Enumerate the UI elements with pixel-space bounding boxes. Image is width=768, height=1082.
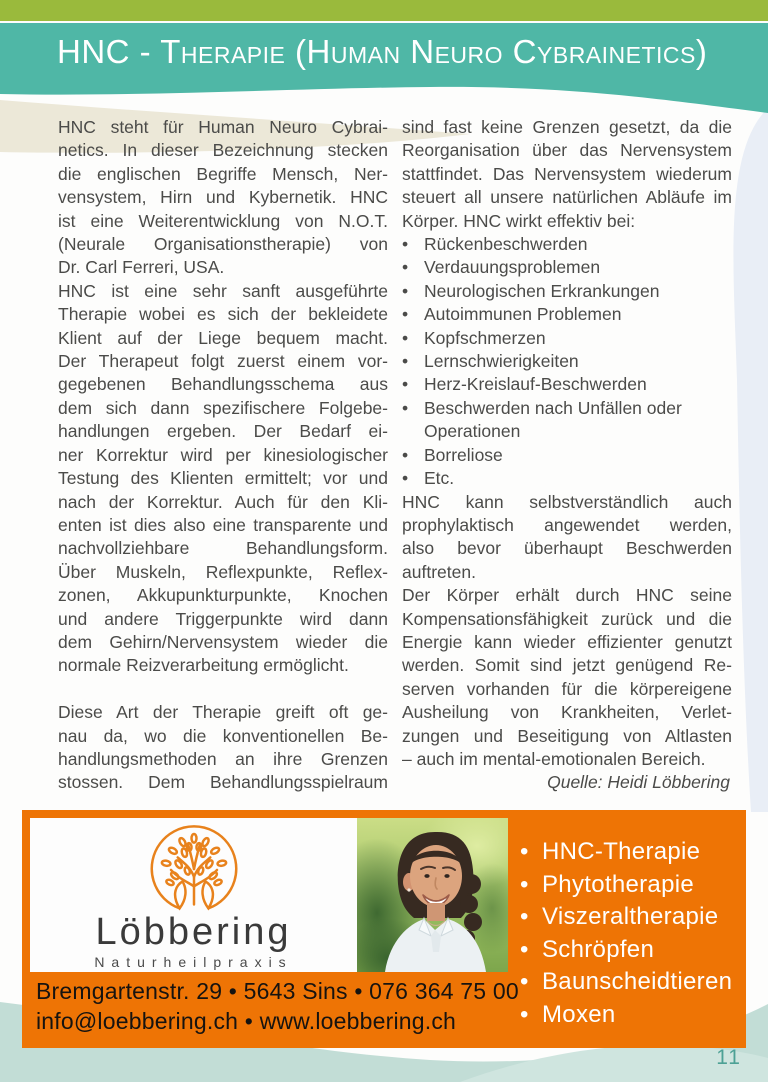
text-line: Körper. HNC wirkt effektiv bei: — [402, 210, 636, 231]
bullet-item: • Verdauungsproblemen — [402, 256, 732, 279]
text-line: dem Gehirn/Nervensystem wieder die — [58, 631, 388, 652]
bullet-icon: • — [402, 304, 409, 325]
bullet-icon: • — [520, 870, 529, 898]
contact-address: Bremgartenstr. 29 • 5643 Sins • 076 364 75 00 — [36, 978, 519, 1004]
text-line: werden. Somit sind jetzt genügend Re- — [402, 655, 732, 676]
text-line: nau da, wo die konventionellen Be- — [58, 725, 388, 746]
bullet-icon: • — [402, 351, 409, 372]
text-line: Der Therapeut folgt zuerst einem vor- — [58, 351, 388, 372]
tree-of-life-icon — [146, 821, 242, 917]
text-line: zonen, Akkupunkturpunkte, Knochen — [58, 585, 388, 606]
service-item: • Schröpfen — [520, 934, 742, 967]
text-line: Der Körper erhält durch HNC seine — [402, 585, 732, 606]
text-line: – auch im mental-emotionalen Bereich. — [402, 748, 706, 769]
service-item: • Phytotherapie — [520, 869, 742, 902]
bullet-icon: • — [402, 327, 409, 348]
text-line: (Neurale Organisationstherapie) von — [58, 234, 388, 255]
text-line: HNC kann selbstverständlich auch — [402, 491, 732, 512]
bullet-icon: • — [520, 838, 529, 865]
text-line: nachvollziehbare Behandlungsform. — [58, 538, 388, 559]
text-line: steuert all unsere natürlichen Abläufe im — [402, 187, 732, 208]
contact-info — [36, 976, 736, 1036]
text-line: Kompensationsfähigkeit zurück und die — [402, 608, 732, 629]
contact-web: info@loebbering.ch • www.loebbering.ch — [36, 1008, 457, 1034]
text-line: ner Korrektur wird per kinesiologischer — [58, 444, 388, 465]
text-line: nach der Korrektur. Auch für den Kli- — [58, 491, 388, 512]
article-body — [58, 116, 732, 795]
text-line: vensystem, Hirn und Kybernetik. HNC — [58, 187, 388, 208]
brand-wordmark: Löbbering — [95, 911, 292, 953]
bullet-item: • Herz-Kreislauf-Beschwerden — [402, 373, 732, 396]
text-line: prophylaktisch angewendet werden, — [402, 514, 732, 535]
text-line: netics. In dieser Bezeichnung stecken — [58, 140, 388, 161]
bullet-item: • Borreliose — [402, 444, 732, 467]
text-line: und andere Triggerpunkte wird dann — [58, 608, 388, 629]
bullet-icon: • — [520, 1000, 529, 1028]
bullet-icon: • — [520, 968, 529, 996]
text-line: gegebenen Behandlungsschema aus — [58, 374, 388, 395]
text-line: die englischen Begriffe Mensch, Ner- — [58, 163, 388, 184]
bullet-item: • Lernschwierigkeiten — [402, 350, 732, 373]
bullet-icon: • — [402, 374, 409, 395]
bullet-icon: • — [520, 935, 529, 963]
source-credit: Quelle: Heidi Löbbering — [547, 772, 730, 793]
text-line: Ausheilung von Krankheiten, Verlet- — [402, 702, 732, 723]
practitioner-photo — [357, 818, 508, 972]
text-line: ist eine Weiterentwicklung von N.O.T. — [58, 210, 388, 231]
text-line: Reorganisation über das Nervensystem — [402, 140, 732, 161]
bullet-icon: • — [402, 397, 409, 418]
top-olive-band — [0, 0, 768, 21]
page-number: 11 — [716, 1046, 742, 1069]
text-line: Dr. Carl Ferreri, USA. — [58, 257, 225, 278]
paragraph-gap — [58, 678, 388, 701]
logo-panel — [30, 818, 357, 972]
text-line: Therapie wobei es sich der bekleidete — [58, 304, 388, 325]
text-line: normale Reizverarbeitung ermöglicht. — [58, 655, 349, 676]
bullet-item: • Neurologischen Erkrankungen — [402, 280, 732, 303]
bullet-icon: • — [402, 234, 409, 255]
bullet-icon: • — [520, 903, 529, 931]
text-line: auftreten. — [402, 561, 476, 582]
text-line: enten ist dies also eine transparente und — [58, 514, 388, 535]
text-line: stattfindet. Das Nervensystem wiederum — [402, 163, 732, 184]
brand-subtitle: Naturheilpraxis — [94, 954, 293, 970]
service-item: • Moxen — [520, 999, 742, 1032]
article-column-right — [402, 116, 732, 795]
bullet-item: • Etc. — [402, 467, 732, 490]
bullet-icon: • — [402, 444, 409, 465]
text-line: Diese Art der Therapie greift oft ge- — [58, 702, 388, 723]
text-line: stossen. Dem Behandlungsspielraum — [58, 772, 388, 793]
bullet-icon: • — [402, 280, 409, 301]
advert-box — [22, 810, 746, 1048]
text-line: serven vorhanden für die körpereigene — [402, 678, 732, 699]
text-line: dem sich dann spezifischere Folgebe- — [58, 397, 388, 418]
text-line: Energie kann wieder effizienter genutzt — [402, 631, 732, 652]
service-item: • HNC-Therapie — [520, 836, 742, 869]
text-line: Klient auf der Liege bequem macht. — [58, 327, 388, 348]
text-line: Testung des Klienten ermittelt; vor und — [58, 468, 388, 489]
text-line: HNC ist eine sehr sanft ausgeführte — [58, 280, 388, 301]
text-line: Über Muskeln, Reflexpunkte, Reflex- — [58, 561, 388, 582]
bullet-item: • Rückenbeschwerden — [402, 233, 732, 256]
bluegrey-side-shape — [733, 108, 768, 812]
text-line: handlungen ergeben. Der Bedarf ei- — [58, 421, 388, 442]
service-item: • Baunscheidtieren — [520, 966, 742, 999]
text-line: HNC steht für Human Neuro Cybrai- — [58, 117, 388, 137]
bullet-item: • Autoimmunen Problemen — [402, 303, 732, 326]
text-line: also bevor überhaupt Beschwerden — [402, 538, 732, 559]
page-title: HNC - Therapie (Human Neuro Cybrainetics) — [57, 33, 708, 70]
text-line: zungen und Beseitigung von Altlasten — [402, 725, 732, 746]
bullet-icon: • — [402, 257, 409, 278]
bullet-item: • Beschwerden nach Unfällen oder Operationen — [402, 397, 682, 442]
article-column-left — [58, 116, 388, 795]
bullet-item: • Kopfschmerzen — [402, 327, 732, 350]
text-line: handlungsmethoden an ihre Grenzen — [58, 748, 388, 769]
service-item: • Viszeraltherapie — [520, 901, 742, 934]
text-line: sind fast keine Grenzen gesetzt, da die — [402, 117, 732, 137]
bullet-icon: • — [402, 468, 409, 489]
